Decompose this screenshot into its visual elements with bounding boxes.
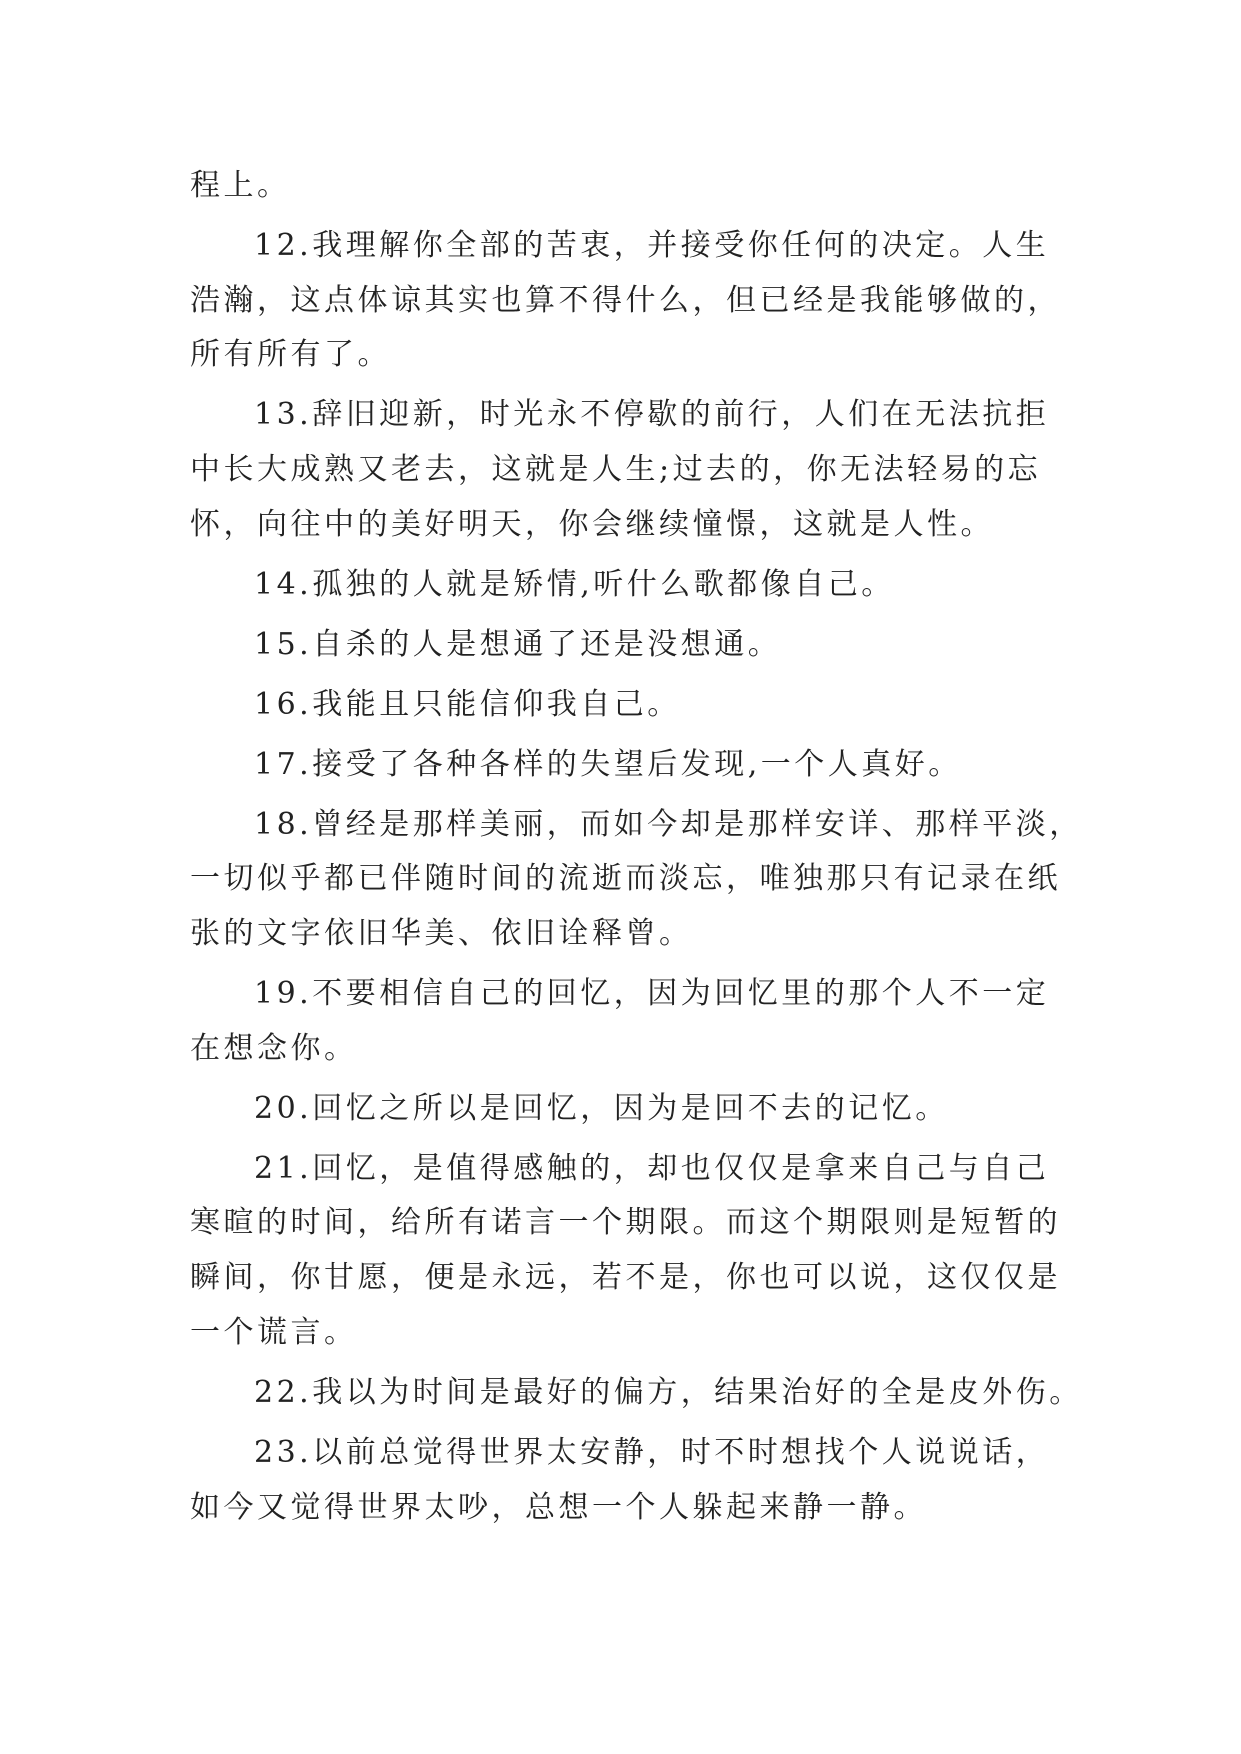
text-line: 在想念你。 <box>190 1031 358 1066</box>
text-line: 瞬间，你甘愿，便是永远，若不是，你也可以说，这仅仅是 <box>190 1260 1061 1295</box>
text-line: 一切似乎都已伴随时间的流逝而淡忘，唯独那只有记录在纸 <box>190 861 1061 896</box>
text-line: 15.自杀的人是想通了还是没想通。 <box>254 627 782 662</box>
text-line: 浩瀚，这点体谅其实也算不得什么，但已经是我能够做的， <box>190 283 1061 318</box>
text-line: 程上。 <box>190 168 291 203</box>
text-line: 14.孤独的人就是矫情,听什么歌都像自己。 <box>254 567 895 602</box>
text-line: 23.以前总觉得世界太安静，时不时想找个人说说话， <box>254 1435 1050 1470</box>
text-line: 18.曾经是那样美丽，而如今却是那样安详、那样平淡， <box>254 807 1083 842</box>
text-line: 19.不要相信自己的回忆，因为回忆里的那个人不一定 <box>254 976 1050 1011</box>
text-line: 20.回忆之所以是回忆，因为是回不去的记忆。 <box>254 1091 949 1126</box>
text-line: 怀，向往中的美好明天，你会继续憧憬，这就是人性。 <box>190 507 994 542</box>
text-line: 12.我理解你全部的苦衷，并接受你任何的决定。人生 <box>254 228 1050 263</box>
text-line: 13.辞旧迎新，时光永不停歇的前行，人们在无法抗拒 <box>254 397 1050 432</box>
text-line: 如今又觉得世界太吵，总想一个人躲起来静一静。 <box>190 1490 927 1525</box>
text-line: 一个谎言。 <box>190 1315 358 1350</box>
text-line: 中长大成熟又老去，这就是人生;过去的，你无法轻易的忘 <box>190 452 1042 487</box>
text-line: 17.接受了各种各样的失望后发现,一个人真好。 <box>254 747 962 782</box>
text-line: 21.回忆，是值得感触的，却也仅仅是拿来自己与自己 <box>254 1151 1050 1186</box>
text-line: 所有所有了。 <box>190 337 391 372</box>
text-line: 寒暄的时间，给所有诺言一个期限。而这个期限则是短暂的 <box>190 1205 1061 1240</box>
text-line: 22.我以为时间是最好的偏方，结果治好的全是皮外伤。 <box>254 1375 1083 1410</box>
text-line: 张的文字依旧华美、依旧诠释曾。 <box>190 916 693 951</box>
text-line: 16.我能且只能信仰我自己。 <box>254 687 681 722</box>
